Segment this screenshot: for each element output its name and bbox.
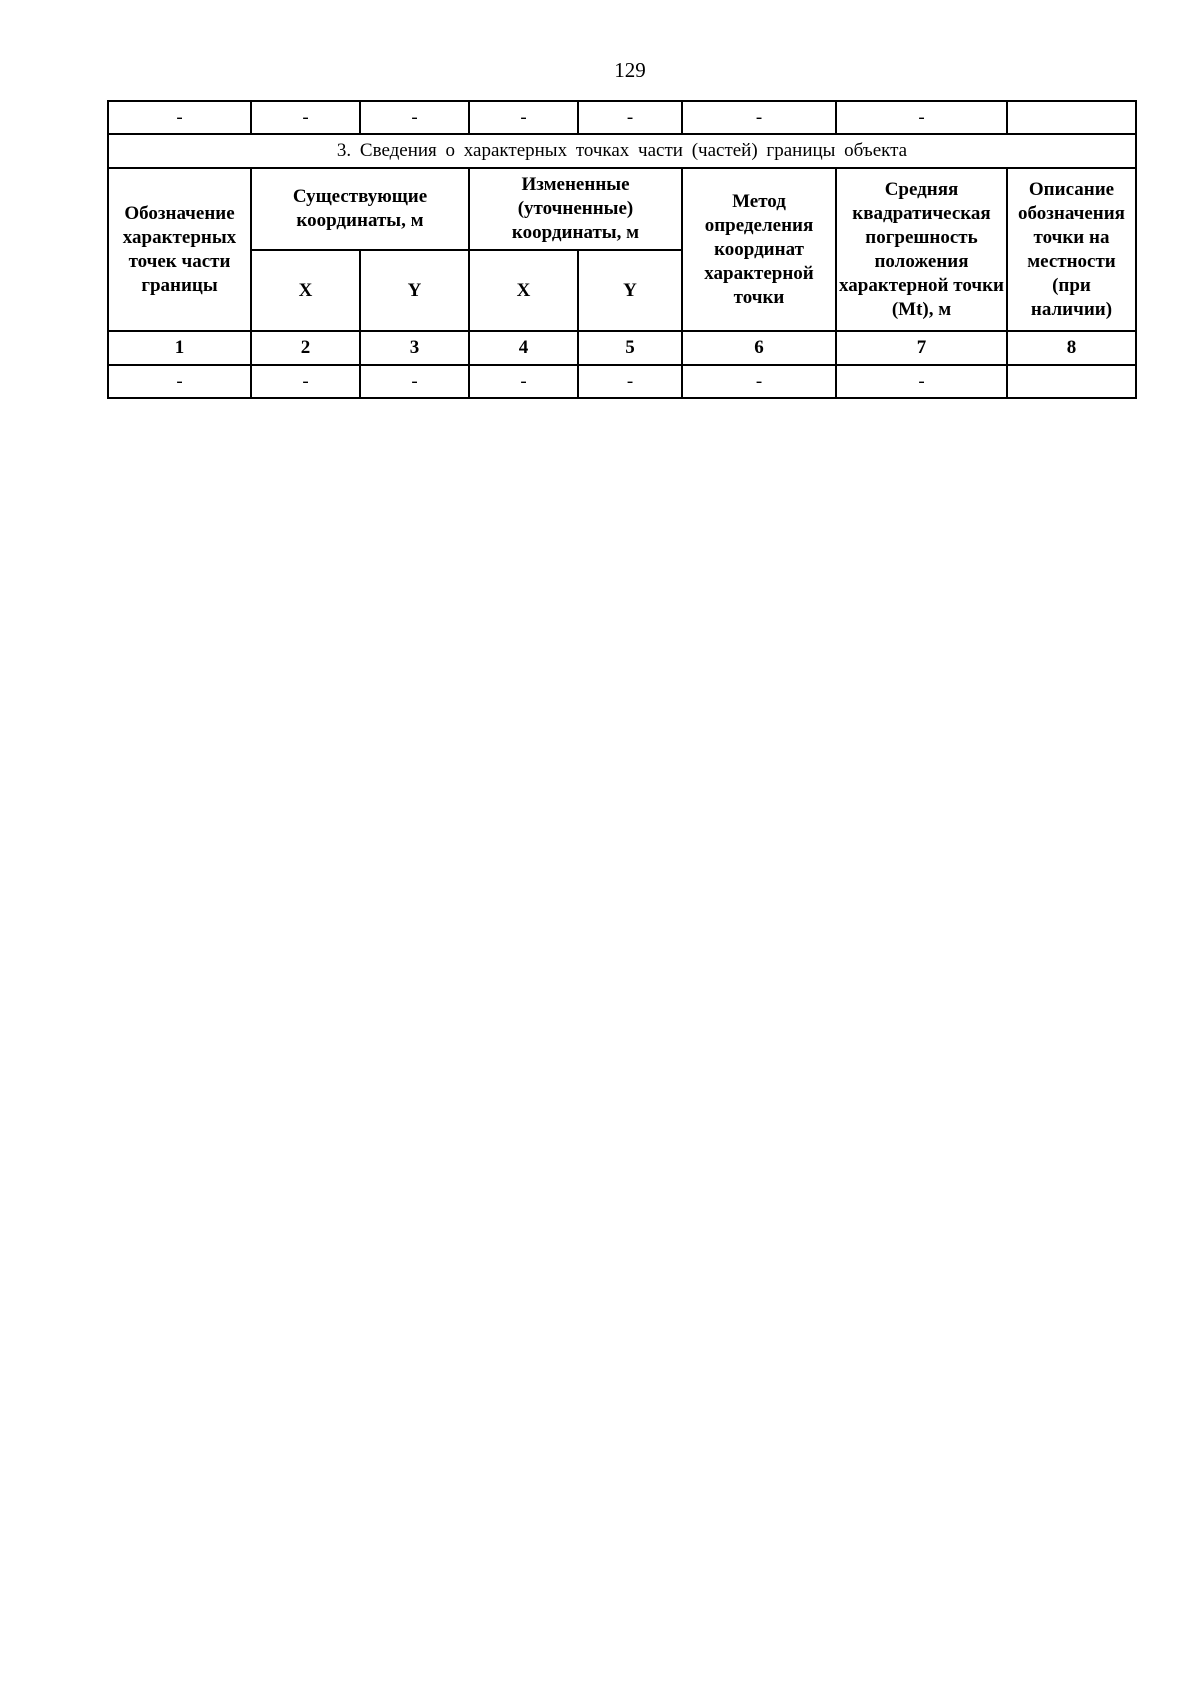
column-number: 7 [836, 331, 1007, 365]
table-cell: - [251, 365, 360, 398]
table-cell [1007, 101, 1136, 134]
header-error: Средняя квадратическая погрешность положения характерной точки (Mt), м [836, 168, 1007, 331]
column-number: 6 [682, 331, 836, 365]
characteristic-points-table [107, 100, 1137, 399]
column-number-row [108, 331, 1136, 365]
table-cell: - [836, 101, 1007, 134]
column-number: 3 [360, 331, 469, 365]
table-cell: - [251, 101, 360, 134]
column-number: 5 [578, 331, 682, 365]
header-description: Описание обозначения точки на местности (при наличии) [1007, 168, 1136, 331]
column-number: 4 [469, 331, 578, 365]
header-x-existing: X [251, 250, 360, 331]
top-dash-row [108, 101, 1136, 134]
page-number: 129 [614, 58, 646, 82]
column-number: 8 [1007, 331, 1136, 365]
table-cell: - [578, 101, 682, 134]
table-cell: - [360, 101, 469, 134]
header-existing-coordinates: Существующие координаты, м [251, 168, 469, 250]
table-cell: - [469, 101, 578, 134]
table-cell [1007, 365, 1136, 398]
column-number: 1 [108, 331, 251, 365]
header-y-changed: Y [578, 250, 682, 331]
table-cell: - [682, 365, 836, 398]
table-cell: - [836, 365, 1007, 398]
section-title-row [108, 134, 1136, 168]
header-row-1 [108, 168, 1136, 250]
header-method: Метод определения координат характерной точки [682, 168, 836, 331]
table-cell: - [360, 365, 469, 398]
table-cell: - [578, 365, 682, 398]
header-changed-coordinates: Измененные (уточненные) координаты, м [469, 168, 682, 250]
header-x-changed: X [469, 250, 578, 331]
table-cell: - [682, 101, 836, 134]
header-point-designation: Обозначение характерных точек части границы [108, 168, 251, 331]
table-cell: - [469, 365, 578, 398]
header-y-existing: Y [360, 250, 469, 331]
table-cell: - [108, 365, 251, 398]
bottom-dash-row [108, 365, 1136, 398]
table-cell: - [108, 101, 251, 134]
column-number: 2 [251, 331, 360, 365]
section-title: 3. Сведения о характерных точках части (частей) границы объекта [108, 134, 1136, 168]
